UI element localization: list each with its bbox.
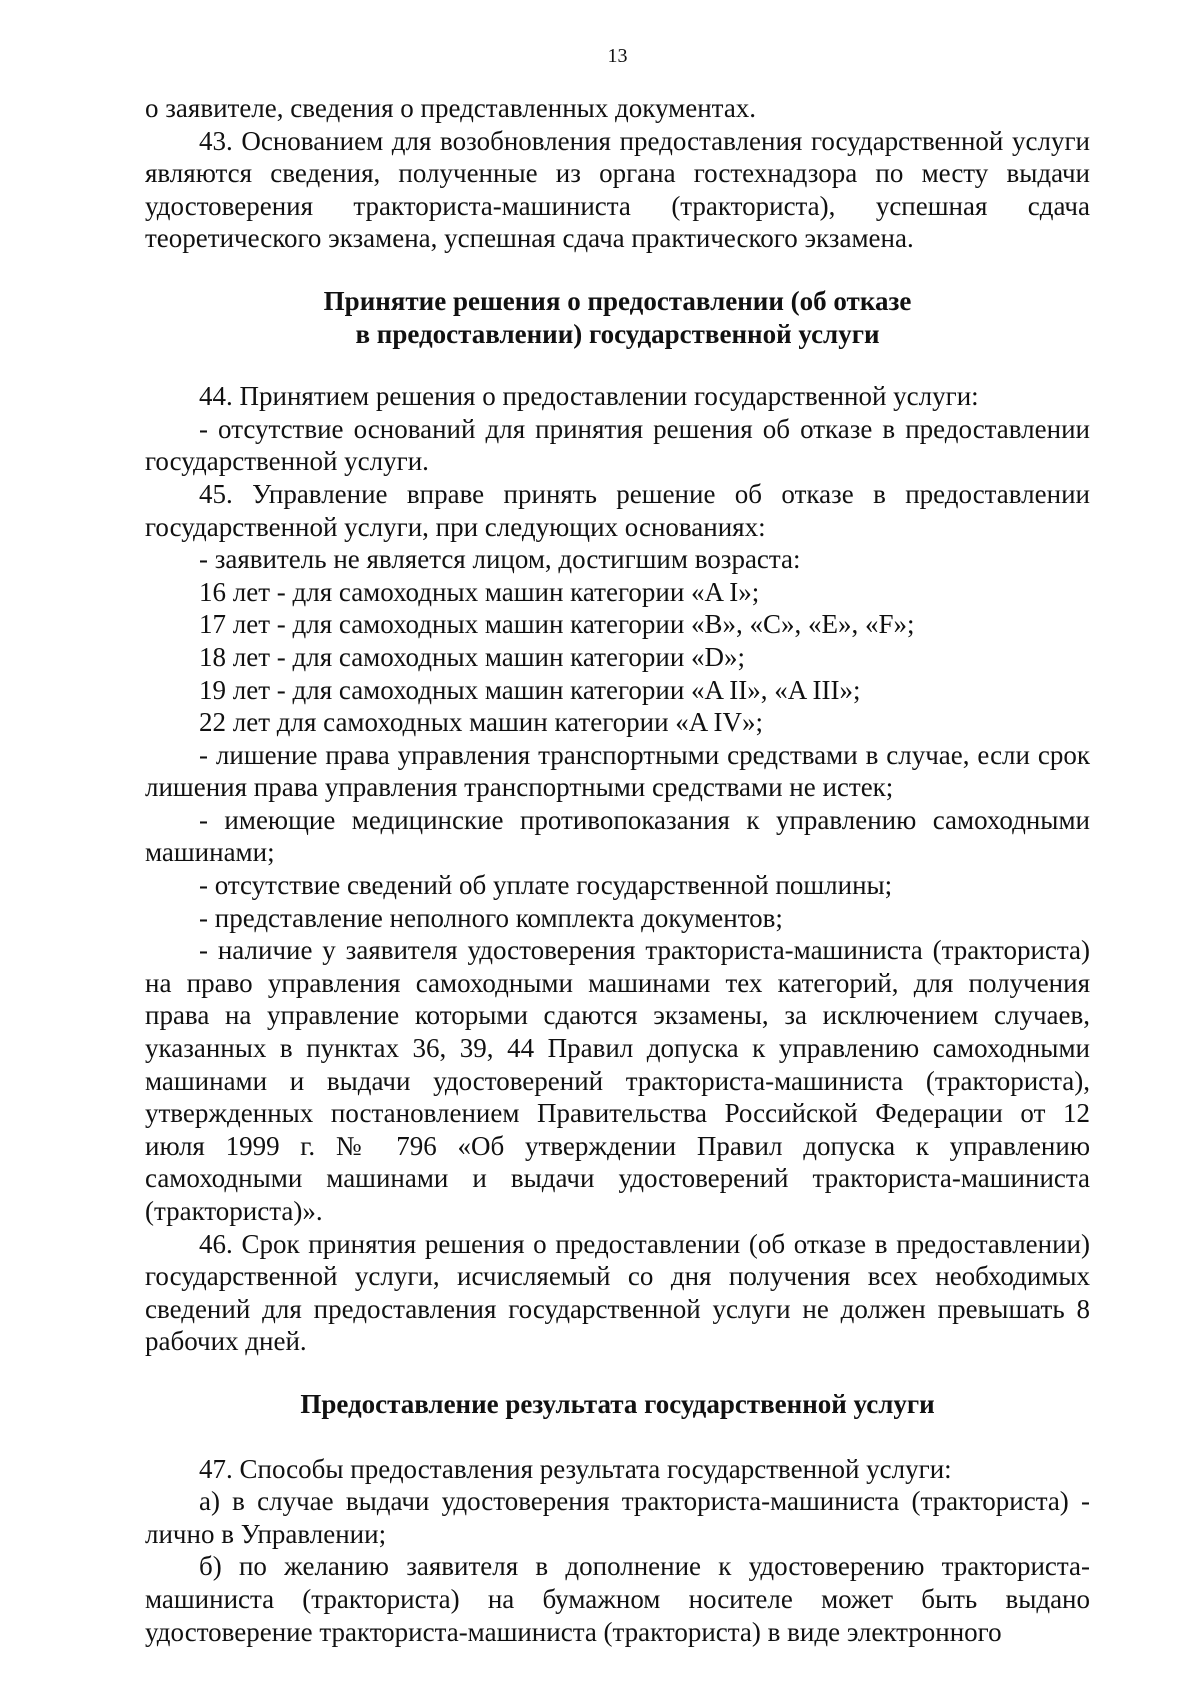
- list-item: 19 лет - для самоходных машин категории «A II», «A III»;: [199, 674, 861, 705]
- list-item: - представление неполного комплекта документов;: [199, 902, 783, 933]
- list-item: - отсутствие оснований для принятия решения об отказе в предоставлении государственной услуги.: [145, 413, 1090, 477]
- list-item: б) по желанию заявителя в дополнение к удостоверению тракториста-машиниста (тракториста) на бумажном носителе может быть выдано удостоверение тракториста-машиниста (тракториста) в виде электронного: [145, 1551, 1090, 1647]
- document-body: [145, 92, 1090, 1648]
- list-item: - заявитель не является лицом, достигшим возраста:: [199, 544, 801, 575]
- section-heading-result: Предоставление результата государственной услуги: [300, 1388, 935, 1419]
- section-heading-line: Принятие решения о предоставлении (об отказе: [323, 285, 912, 316]
- section-heading-decision: [145, 285, 1090, 350]
- paragraph-44: 44. Принятием решения о предоставлении государственной услуги:: [199, 381, 979, 412]
- paragraph-45: 45. Управление вправе принять решение об отказе в предоставлении государственной услуги, при следующих основаниях:: [145, 478, 1090, 542]
- list-item: а) в случае выдачи удостоверения тракториста-машиниста (тракториста) - лично в Управлении;: [145, 1486, 1090, 1549]
- list-item: - наличие у заявителя удостоверения тракториста-машиниста (тракториста) на право управления самоходными машинами тех категорий, для получения права на управление которыми сдаются экзамены, за исключением случаев, указанных в пунктах 36, 39, 44 Правил допуска к управлению самоходными машинами и выдачи удостоверений тракториста-машиниста (тракториста), утвержденных постановлением Правительства Российской Федерации от 12 июля 1999 г. № 796 «Об утверждении Правил допуска к управлению самоходными машинами и выдачи удостоверений тракториста-машиниста (тракториста)».: [145, 935, 1090, 1226]
- list-item: - имеющие медицинские противопоказания к управлению самоходными машинами;: [145, 804, 1090, 868]
- list-item: 17 лет - для самоходных машин категории «B», «C», «E», «F»;: [199, 609, 915, 640]
- list-item: - отсутствие сведений об уплате государственной пошлины;: [199, 870, 893, 901]
- list-item: 18 лет - для самоходных машин категории «D»;: [199, 641, 746, 672]
- paragraph-43: 43. Основанием для возобновления предоставления государственной услуги являются сведения, полученные из органа гостехнадзора по месту выдачи удостоверения тракториста-машиниста (тракториста), успешная сдача теоретического экзамена, успешная сдача практического экзамена.: [145, 125, 1090, 254]
- list-item: 22 лет для самоходных машин категории «A IV»;: [199, 707, 764, 738]
- page-number: 13: [607, 45, 628, 67]
- paragraph-46: 46. Срок принятия решения о предоставлении (об отказе в предоставлении) государственной услуги, исчисляемый со дня получения всех необходимых сведений для предоставления государственной услуги не должен превышать 8 рабочих дней.: [145, 1228, 1090, 1357]
- paragraph-continuation: о заявителе, сведения о представленных документах.: [145, 93, 757, 123]
- list-item: 16 лет - для самоходных машин категории «A I»;: [199, 576, 760, 607]
- list-item: - лишение права управления транспортными средствами в случае, если срок лишения права управления транспортными средствами не истек;: [145, 739, 1090, 803]
- paragraph-47: 47. Способы предоставления результата государственной услуги:: [199, 1453, 952, 1484]
- section-heading-line: в предоставлении) государственной услуги: [355, 318, 880, 349]
